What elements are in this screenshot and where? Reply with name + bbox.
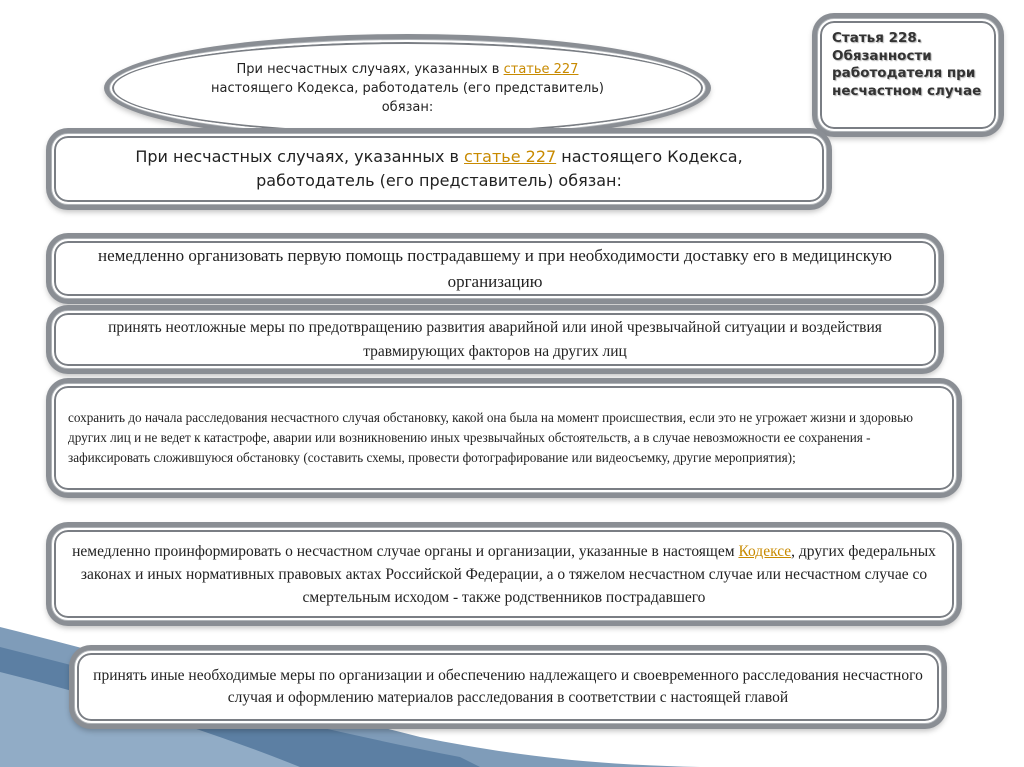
article-227-link[interactable]: статье 227 — [503, 61, 579, 77]
duty-text: немедленно проинформировать о несчастном случае органы и организации, указанные в настоящем Кодексе, других федеральных законах и иных нормативных правовых актах Российской Федерации, а о тяжелом несчастном случае или несчастном случае со смертельным исходом - также родственников пострадавшего — [72, 542, 936, 606]
duty-box-preserve-scene — [52, 384, 956, 492]
article-title: Статья 228. Обязанности работодателя при несчастном случае — [832, 30, 982, 99]
duty-box-other-measures — [75, 651, 941, 723]
duty-box-emergency-measures — [52, 311, 938, 368]
duty-text: сохранить до начала расследования несчастного случая обстановку, какой она была на момент происшествия, если это не угрожает жизни и здоровью других лиц и не ведет к катастрофе, аварии или возникновению иных чрезвычайных обстоятельств, а в случае невозможности ее сохранения - зафиксировать сложившуюся обстановку (составить схемы, провести фотографирование или видеосъемку, другие мероприятия); — [68, 410, 913, 465]
duty-box-notify — [52, 528, 956, 620]
duty-box-first-aid — [52, 239, 938, 298]
duty-text: принять неотложные меры по предотвращению развития аварийной или иной чрезвычайной ситуации и воздействия травмирующих факторов на других лиц — [108, 318, 882, 360]
article-title-box — [818, 19, 998, 131]
code-link[interactable]: Кодексе — [738, 542, 792, 560]
ellipse-text: При несчастных случаях, указанных в статье 227 настоящего Кодекса, работодатель (его представитель) обязан: — [211, 61, 604, 115]
intro-box — [52, 134, 826, 204]
intro-ellipse — [110, 40, 705, 136]
intro-text: При несчастных случаях, указанных в статье 227 настоящего Кодекса, работодатель (его представитель) обязан: — [135, 147, 743, 190]
duty-text: принять иные необходимые меры по организации и обеспечению надлежащего и своевременного расследования несчастного случая и оформлению материалов расследования в соответствии с настоящей главой — [93, 667, 923, 706]
article-227-link-2[interactable]: статье 227 — [464, 147, 557, 166]
duty-text: немедленно организовать первую помощь пострадавшему и при необходимости доставку его в медицинскую организацию — [98, 245, 892, 291]
